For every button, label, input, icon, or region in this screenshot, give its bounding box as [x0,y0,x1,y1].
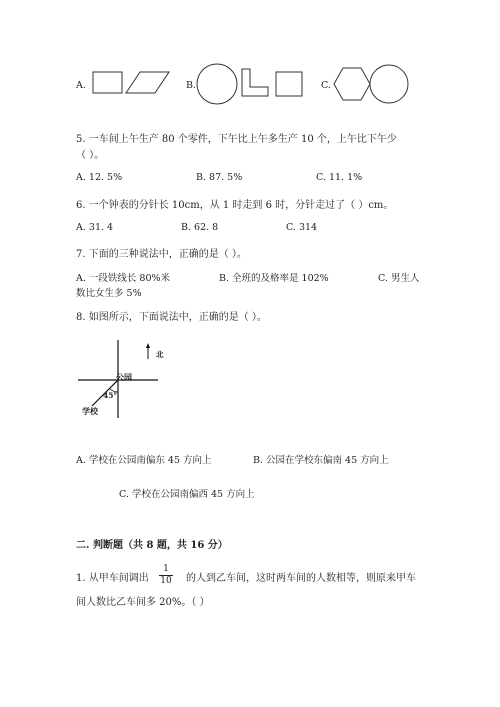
map-school-label: 学校 [82,406,98,416]
q7-option-c-continued: 数比女生多 5% [76,288,142,299]
l-shape [242,69,268,96]
q4-option-b-shapes [196,63,308,107]
parallelogram-shape [126,72,169,93]
map-north-label: 北 [156,350,164,359]
q6-option-c[interactable]: C. 314 [286,222,318,233]
q8-option-b[interactable]: B. 公园在学校东偏南 45 方向上 [253,455,389,466]
q6-option-a[interactable]: A. 31. 4 [76,222,114,233]
map-park-label: 公园 [116,372,132,382]
q5-option-c[interactable]: C. 11. 1% [316,172,363,183]
circle-shape [370,65,408,103]
hexagon-shape [334,68,370,100]
q8-option-c[interactable]: C. 学校在公园南偏西 45 方向上 [119,489,255,500]
q5-option-b[interactable]: B. 87. 5% [196,172,243,183]
square-shape [276,72,302,96]
q8-text: 8. 如图所示，下面说法中，正确的是（ ）。 [76,312,267,323]
square-shape [93,72,122,93]
q5-option-a[interactable]: A. 12. 5% [76,172,123,183]
q4-option-c-label: C. [321,80,331,91]
direction-map-figure [76,339,172,419]
q7-option-a[interactable]: A. 一段铁线长 80%米 [76,273,171,284]
section-2-title: 二. 判断题（共 8 题，共 16 分） [76,540,228,551]
q6-option-b[interactable]: B. 62. 8 [181,222,219,233]
q7-option-c[interactable]: C. 男生人 [378,273,420,284]
q4-option-c-shapes [333,63,413,107]
q4-option-a-shapes [92,70,172,96]
q4-option-a-label: A. [76,80,86,91]
q5-text-line1: 5. 一车间上午生产 80 个零件，下午比上午多生产 10 个，上午比下午少 [76,134,397,145]
judge-q1-text-start: 1. 从甲车间调出 [76,573,149,584]
q6-text: 6. 一个钟表的分针长 10cm，从 1 时走到 6 时，分针走过了（ ）cm。 [76,200,394,211]
fraction-numerator: 1 [163,564,169,574]
q8-option-a[interactable]: A. 学校在公园南偏东 45 方向上 [76,455,212,466]
fraction-denominator: 10 [160,576,172,586]
map-angle-label: 45° [103,391,118,400]
q5-text-line2: （ ）。 [76,150,105,161]
q7-option-b[interactable]: B. 全班的及格率是 102% [219,273,329,284]
judge-q1-text-rest: 的人到乙车间，这时两车间的人数相等，则原来甲车 [186,573,416,584]
circle-shape [197,64,237,104]
q4-option-b-label: B. [186,80,197,91]
fraction-one-tenth [159,565,173,586]
judge-q1-text-line2: 间人数比乙车间多 20%。（ ） [76,597,210,608]
q7-text: 7. 下面的三种说法中，正确的是（ ）。 [76,249,247,260]
north-arrow-icon [146,343,150,348]
